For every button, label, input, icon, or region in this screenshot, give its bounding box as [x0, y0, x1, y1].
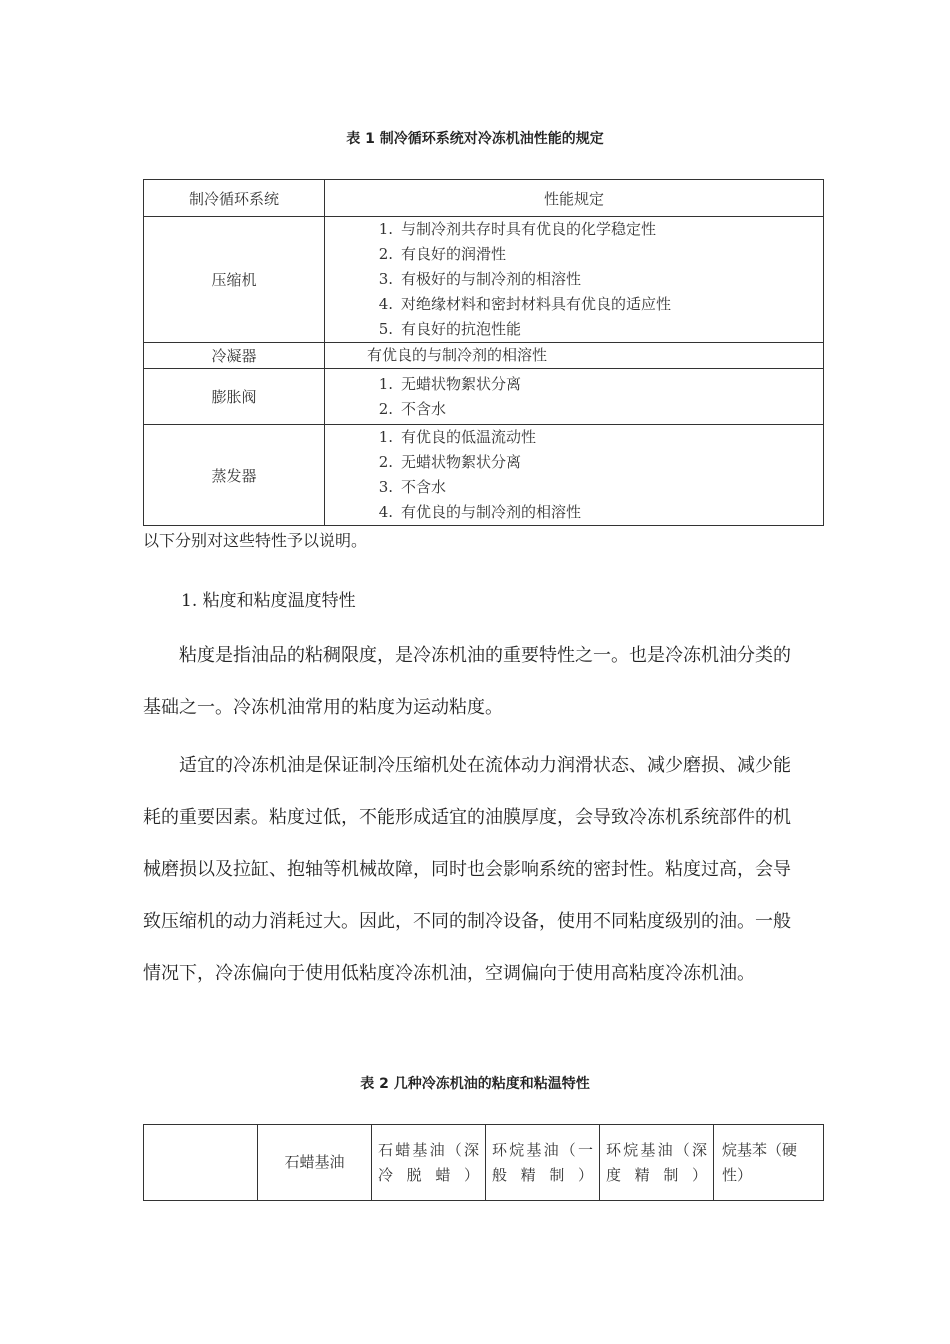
- table-row: [144, 217, 824, 343]
- table-header-row: [144, 180, 824, 217]
- spec-cell: 有优良的与制冷剂的相溶性: [325, 343, 824, 369]
- list-item: 3. 有极好的与制冷剂的相溶性: [378, 270, 582, 288]
- list-item: 1. 有优良的低温流动性: [378, 428, 537, 446]
- list-item: 4. 有优良的与制冷剂的相溶性: [378, 503, 582, 521]
- header-naphthenic-general: 环烷基油（一般精制）: [486, 1125, 600, 1201]
- table1-caption: 表 1 制冷循环系统对冷冻机油性能的规定: [346, 131, 604, 147]
- list-item: 5. 有良好的抗泡性能: [378, 320, 522, 338]
- system-cell: 膨胀阀: [144, 369, 325, 425]
- paragraph-viscosity-definition: 粘度是指油品的粘稠限度，是冷冻机油的重要特性之一。也是冷冻机油分类的基础之一。冷冻机油常用的粘度为运动粘度。: [143, 645, 791, 718]
- header-spec: 性能规定: [325, 180, 824, 217]
- spec-cell: [325, 425, 824, 526]
- spec-cell: [325, 369, 824, 425]
- list-item: 1. 无蜡状物絮状分离: [378, 374, 522, 393]
- system-cell: 蒸发器: [144, 425, 325, 526]
- paragraph-viscosity-importance: 适宜的冷冻机油是保证制冷压缩机处在流体动力润滑状态、减少磨损、减少能耗的重要因素。粘度过低，不能形成适宜的油膜厚度，会导致冷冻机系统部件的机械磨损以及拉缸、抱轴等机械故障，同时也会影响系统的密封性。粘度过高，会导致压缩机的动力消耗过大。因此，不同的制冷设备，使用不同粘度级别的油。一般情况下，冷冻偏向于使用低粘度冷冻机油，空调偏向于使用高粘度冷冻机油。: [143, 755, 791, 984]
- oil-viscosity-table: [143, 1124, 824, 1201]
- system-cell: 冷凝器: [144, 343, 325, 369]
- header-system: 制冷循环系统: [144, 180, 325, 217]
- table-row: [144, 369, 824, 425]
- header-paraffin: 石蜡基油: [258, 1125, 372, 1201]
- header-paraffin-dewaxed: 石蜡基油（深冷脱蜡）: [372, 1125, 486, 1201]
- list-item: 1. 与制冷剂共存时具有优良的化学稳定性: [378, 220, 657, 238]
- table-header-row: [144, 1125, 824, 1201]
- list-item: 2. 不含水: [378, 399, 447, 418]
- header-naphthenic-deep: 环烷基油（深度精制）: [600, 1125, 714, 1201]
- section-heading: 1. 粘度和粘度温度特性: [181, 591, 356, 611]
- list-item: 2. 无蜡状物絮状分离: [378, 453, 522, 471]
- table-row: [144, 343, 824, 369]
- table2-caption: 表 2 几种冷冻机油的粘度和粘温特性: [360, 1076, 590, 1092]
- spec-cell: [325, 217, 824, 343]
- header-alkylbenzene: 烷基苯（硬性）: [714, 1125, 824, 1201]
- list-item: 3. 不含水: [378, 478, 447, 496]
- header-blank: [144, 1125, 258, 1201]
- refrigeration-spec-table: [143, 179, 824, 526]
- system-cell: 压缩机: [144, 217, 325, 343]
- list-item: 2. 有良好的润滑性: [378, 245, 507, 263]
- list-item: 4. 对绝缘材料和密封材料具有优良的适应性: [378, 295, 672, 313]
- table-row: [144, 425, 824, 526]
- intro-line: 以下分别对这些特性予以说明。: [143, 531, 368, 550]
